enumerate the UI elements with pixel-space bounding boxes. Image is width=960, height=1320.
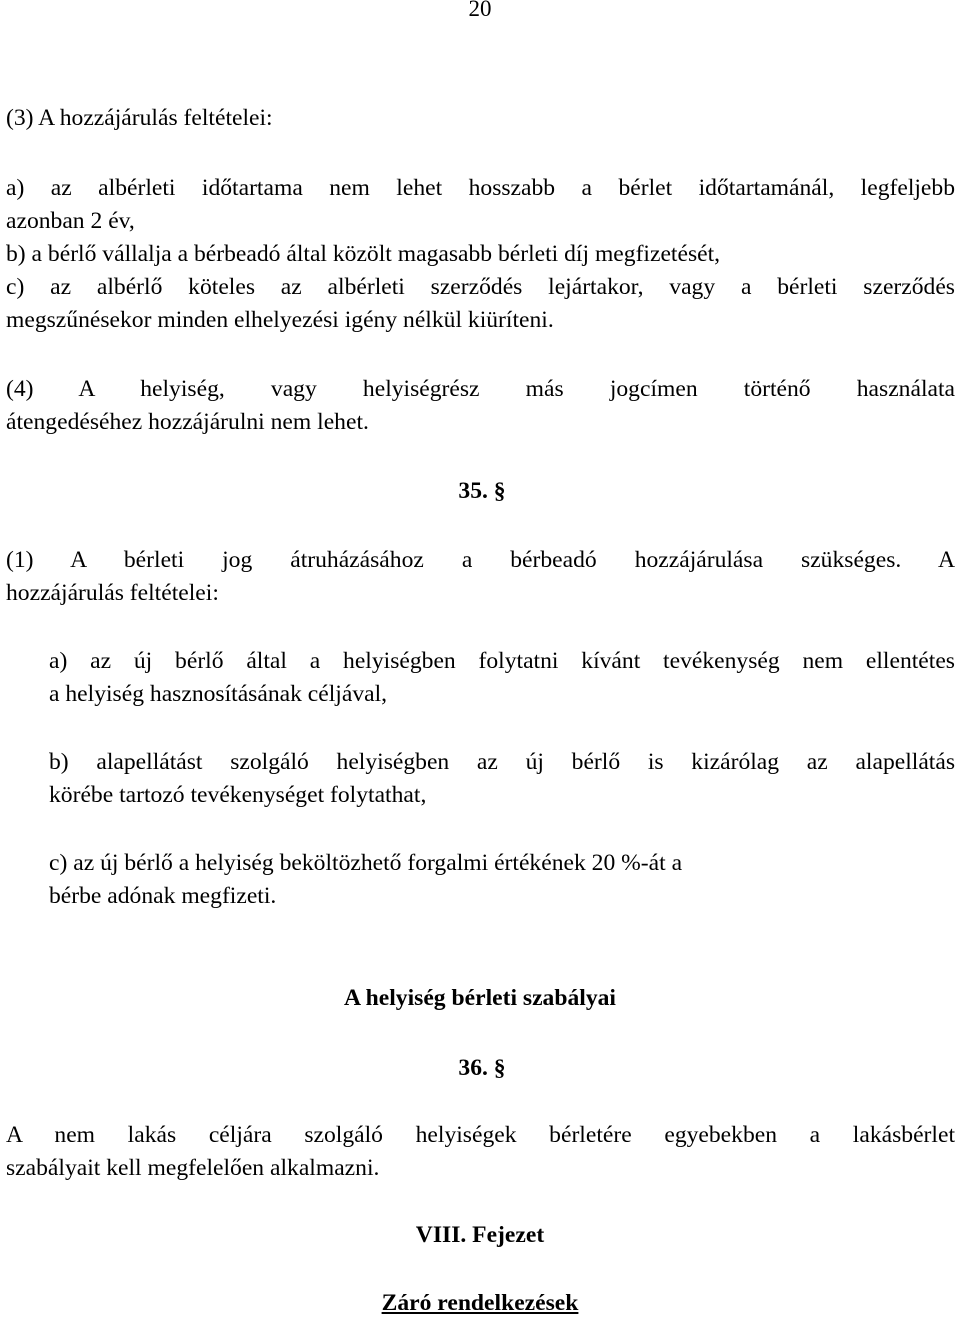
paragraph-4 <box>6 373 955 439</box>
section-35-p1-line-2: hozzájárulás feltételei: <box>6 580 219 606</box>
section-36-line-2: szabályait kell megfelelően alkalmazni. <box>6 1155 380 1181</box>
text-line: (3) A hozzájárulás feltételei: <box>6 105 273 131</box>
item-b-line-1: b) alapellátást szolgáló helyiségben az új bérlő is kizárólag az alapellátás <box>49 749 955 775</box>
chapter-title: VIII. Fejezet <box>415 1222 545 1248</box>
paragraph-3-intro <box>6 102 955 135</box>
item-a-line-2: azonban 2 év, <box>6 208 135 234</box>
item-a-line-1: a) az albérleti időtartama nem lehet hosszabb a bérlet időtartamánál, legfeljebb <box>6 175 955 201</box>
section-35-item-a <box>49 645 955 711</box>
section-35-item-c <box>49 847 955 913</box>
section-36-heading: 36. § <box>458 1055 506 1081</box>
paragraph-4-line-1: (4) A helyiség, vagy helyiségrész más jogcímen történő használata <box>6 376 955 402</box>
section-35-p1-line-1: (1) A bérleti jog átruházásához a bérbeadó hozzájárulása szükséges. A <box>6 547 955 573</box>
item-c-line-1: c) az új bérlő a helyiség beköltözhető forgalmi értékének 20 %-át a <box>49 850 683 876</box>
item-a-line-1: a) az új bérlő által a helyiségben folytatni kívánt tevékenység nem ellentétes <box>49 648 955 674</box>
item-c-line-2: megszűnésekor minden elhelyezési igény nélkül kiüríteni. <box>6 307 554 333</box>
page-number: 20 <box>468 0 492 21</box>
section-35-paragraph-1 <box>6 544 955 610</box>
item-b: b) a bérlő vállalja a bérbeadó által közölt magasabb bérleti díj megfizetését, <box>6 241 721 267</box>
item-a-line-2: a helyiség hasznosításának céljával, <box>49 681 388 707</box>
item-c-line-2: bérbe adónak megfizeti. <box>49 883 277 909</box>
item-b-line-2: körébe tartozó tevékenységet folytathat, <box>49 782 427 808</box>
section-35-heading: 35. § <box>458 478 506 504</box>
paragraph-4-line-2: átengedéséhez hozzájárulni nem lehet. <box>6 409 369 435</box>
section-36-paragraph <box>6 1119 955 1185</box>
section-36-line-1: A nem lakás céljára szolgáló helyiségek bérletére egyebekben a lakásbérlet <box>6 1122 955 1148</box>
section-subtitle: A helyiség bérleti szabályai <box>344 985 616 1011</box>
paragraph-3-items <box>6 172 955 337</box>
chapter-subtitle: Záró rendelkezések <box>381 1290 579 1316</box>
section-35-item-b <box>49 746 955 812</box>
item-c-line-1: c) az albérlő köteles az albérleti szerződés lejártakor, vagy a bérleti szerződés <box>6 274 955 300</box>
